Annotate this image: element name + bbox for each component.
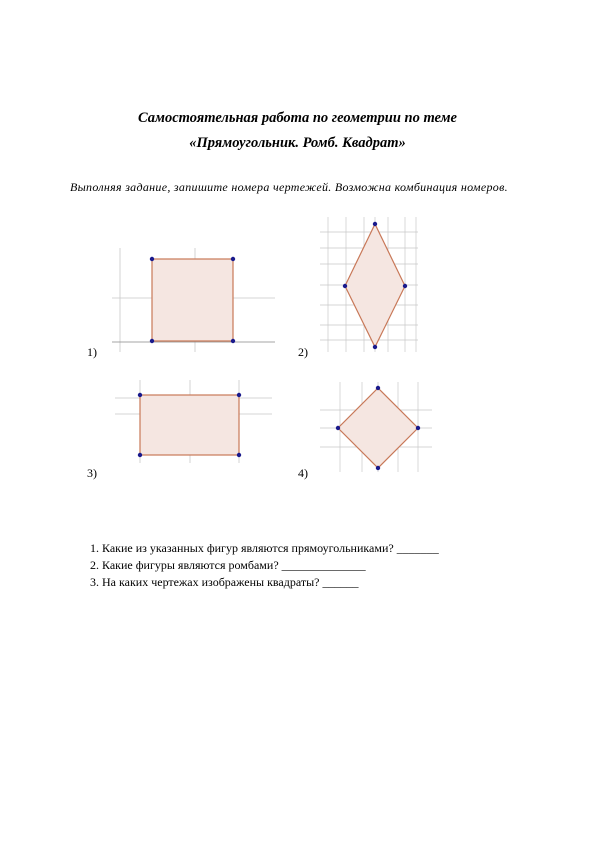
figure-3-label: 3) [87,466,97,480]
title-line-1: Самостоятельная работа по геометрии по теме [138,110,457,126]
figure-4-rotated-square [320,382,432,472]
title-line-2: «Прямоугольник. Ромб. Квадрат» [189,135,406,151]
question-3: 3. На каких чертежах изображены квадраты? ______ [90,575,359,589]
figure-4-label: 4) [298,466,308,480]
figure-2-label: 2) [298,345,308,359]
figure-1-label: 1) [87,345,97,359]
figure-1-square [112,248,275,352]
questions-list [90,540,439,591]
figure-3-rectangle [115,380,272,463]
question-1: 1. Какие из указанных фигур являются прямоугольниками? _______ [90,541,439,555]
question-2: 2. Какие фигуры являются ромбами? ______________ [90,558,366,572]
figure-2-rhombus [320,217,418,352]
instruction-text: Выполняя задание, запишите номера чертежей. Возможна комбинация номеров. [70,180,508,194]
